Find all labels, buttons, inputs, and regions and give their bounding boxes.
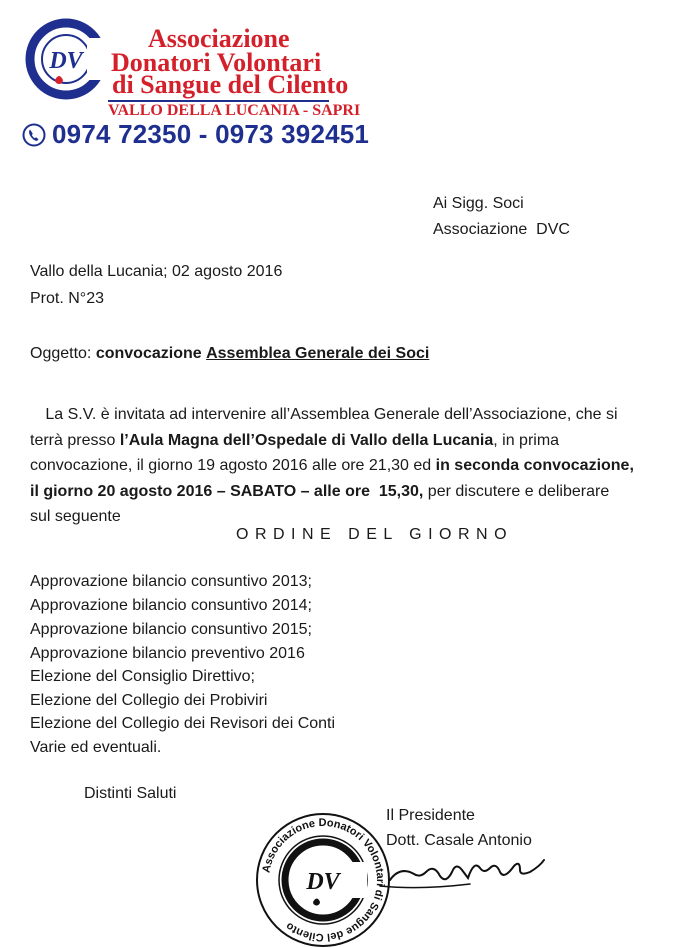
- body-line-5: sul seguente: [30, 508, 121, 525]
- closing-greeting: Distinti Saluti: [84, 785, 177, 802]
- recipient-line-2: Associazione DVC: [433, 221, 570, 238]
- stamp-ring-text: Associazione Donatori Volontari di Sangue del Cilento: [260, 816, 387, 944]
- second-convocation: in seconda convocazione,: [435, 457, 634, 474]
- body-text-2a: terrà presso: [30, 432, 120, 449]
- phone-numbers: 0974 72350 - 0973 392451: [52, 119, 370, 149]
- association-logo: [25, 18, 107, 100]
- signatory-name: Dott. Casale Antonio: [386, 832, 532, 849]
- agenda-item: Elezione del Collegio dei Revisori dei Conti: [30, 715, 336, 732]
- signatory-title: Il Presidente: [386, 807, 475, 824]
- agenda-item: Elezione del Collegio dei Probiviri: [30, 692, 268, 709]
- agenda-item: Varie ed eventuali.: [30, 739, 162, 756]
- stamp-letters: DV: [306, 869, 340, 895]
- logo-letters: DV: [49, 48, 83, 74]
- agenda-item: Approvazione bilancio consuntivo 2013;: [30, 573, 312, 590]
- subject-underlined: Assemblea Generale dei Soci: [206, 345, 430, 362]
- org-name-line-1: Associazione: [148, 24, 290, 53]
- protocol-number: Prot. N°23: [30, 290, 104, 307]
- agenda-item: Elezione del Consiglio Direttivo;: [30, 668, 255, 685]
- phone-icon: [22, 123, 46, 147]
- body-line-3: [30, 456, 634, 476]
- body-text-2b: , in prima: [493, 432, 560, 449]
- org-name-line-3: di Sangue del Cilento: [112, 70, 349, 99]
- body-text-3a: convocazione, il giorno 19 agosto 2016 alle ore 21,30 ed: [30, 457, 436, 474]
- hospital-venue: l’Aula Magna dell’Ospedale di Vallo della Lucania: [119, 432, 494, 449]
- agenda-item: Approvazione bilancio preventivo 2016: [30, 645, 305, 662]
- agenda-item: Approvazione bilancio consuntivo 2014;: [30, 597, 312, 614]
- body-line-1: [30, 405, 618, 425]
- body-text-4b: per discutere e deliberare: [423, 483, 610, 500]
- second-convocation-date: il giorno 20 agosto 2016 – SABATO – alle ore 15,30,: [30, 483, 424, 500]
- subject-bold: convocazione: [95, 345, 202, 362]
- body-line-2: [30, 431, 559, 451]
- body-text-1: La S.V. è invitata ad intervenire all’Assemblea Generale dell’Associazione, che si: [45, 406, 618, 423]
- stamp-drop-icon: [313, 899, 320, 906]
- org-name-line-2: Donatori Volontari: [111, 48, 322, 77]
- recipient-line-1: Ai Sigg. Soci: [433, 195, 524, 212]
- place-date: Vallo della Lucania; 02 agosto 2016: [30, 263, 283, 280]
- subject-label: Oggetto:: [30, 345, 92, 362]
- subject-line: [30, 344, 429, 364]
- agenda-item: Approvazione bilancio consuntivo 2015;: [30, 621, 312, 638]
- org-locations: VALLO DELLA LUCANIA - SAPRI: [108, 102, 361, 119]
- agenda-title: ORDINE DEL GIORNO: [236, 526, 514, 543]
- body-line-4: [30, 482, 609, 502]
